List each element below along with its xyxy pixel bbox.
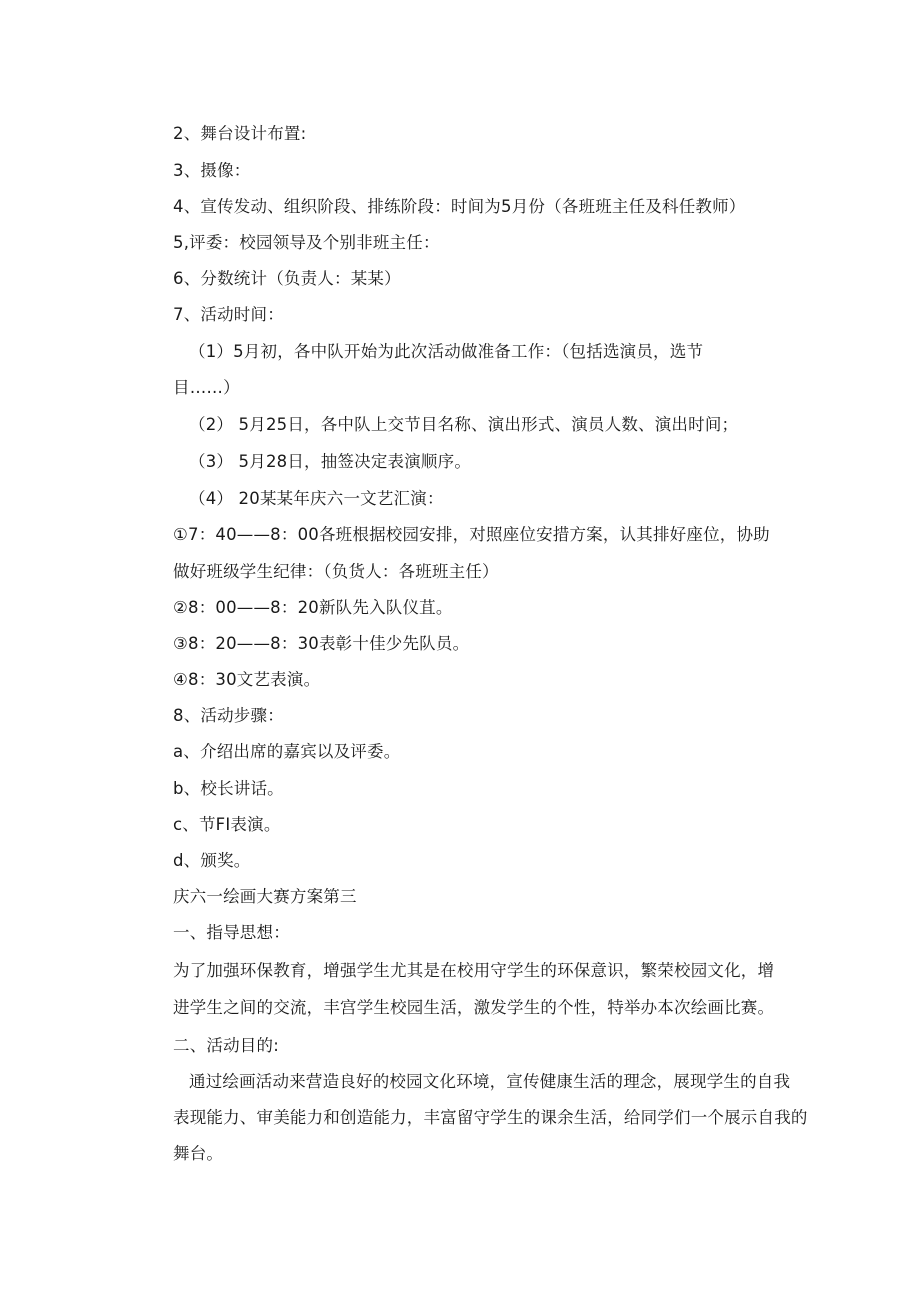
- item-stage-design: 2、舞台设计布置:: [173, 124, 307, 143]
- guiding-thought-para-line1: 为了加强环保教育，增强学生尤其是在校用守学生的环保意识，繁荣校园文化，增: [173, 961, 775, 980]
- item-score-stats: 6、分数统计（负责人：某某）: [173, 269, 401, 288]
- item-judges: 5,评委：校园领导及个别非班主任：: [173, 233, 440, 252]
- purpose-para-line3: 舞台。: [173, 1144, 224, 1163]
- item-activity-time: 7、活动时间：: [173, 305, 284, 324]
- step-d: d、颁奖。: [173, 851, 251, 870]
- step-c: c、节FI表演。: [173, 815, 281, 834]
- schedule-4: ④8：30文艺表演。: [173, 670, 321, 689]
- item-activity-steps: 8、活动步骤：: [173, 706, 284, 725]
- step-b: b、校长讲话。: [173, 779, 284, 798]
- schedule-2: ②8：00——8：20新队先入队仪苴。: [173, 598, 453, 617]
- item-camera: 3、摄像：: [173, 161, 251, 180]
- time-item-2: （2） 5月25日，各中队上交节目名称、演出形式、演员人数、演出时间；: [189, 415, 739, 434]
- guiding-thought-para-line2: 进学生之间的交流，丰宫学生校园生活，激发学生的个性，特举办本次绘画比赛。: [173, 998, 775, 1017]
- time-item-1-line2: 目……）: [173, 378, 240, 397]
- heading-activity-purpose: 二、活动目的:: [173, 1036, 279, 1055]
- purpose-para-line1: 通过绘画活动来营造良好的校园文化环境，宣传健康生活的理念，展现学生的自我: [189, 1072, 791, 1091]
- item-publicity: 4、宣传发动、组织阶段、排练阶段：时间为5月份（各班班主任及科任教师）: [173, 197, 746, 216]
- time-item-1-line1: （1）5月初，各中队开始为此次活动做准备工作：（包括选演员，选节: [189, 342, 704, 361]
- schedule-1-line1: ①7：40——8：00各班根据校园安排，对照座位安措方案，认其排好座位，协助: [173, 525, 770, 544]
- time-item-3: （3） 5月28日，抽签决定表演顺序。: [189, 452, 472, 471]
- time-item-4: （4） 20某某年庆六一文艺汇演：: [189, 489, 444, 508]
- schedule-3: ③8：20——8：30表彰十佳少先队员。: [173, 634, 470, 653]
- schedule-1-line2: 做好班级学生纪律：（负货人：各班班主任）: [173, 562, 499, 581]
- purpose-para-line2: 表现能力、审美能力和创造能力，丰富留守学生的课余生活，给同学们一个展示自我的: [173, 1108, 808, 1127]
- section-title-painting-contest: 庆六一绘画大赛方案第三: [173, 887, 357, 906]
- heading-guiding-thought: 一、指导思想：: [173, 923, 290, 942]
- step-a: a、介绍出席的嘉宾以及评委。: [173, 742, 401, 761]
